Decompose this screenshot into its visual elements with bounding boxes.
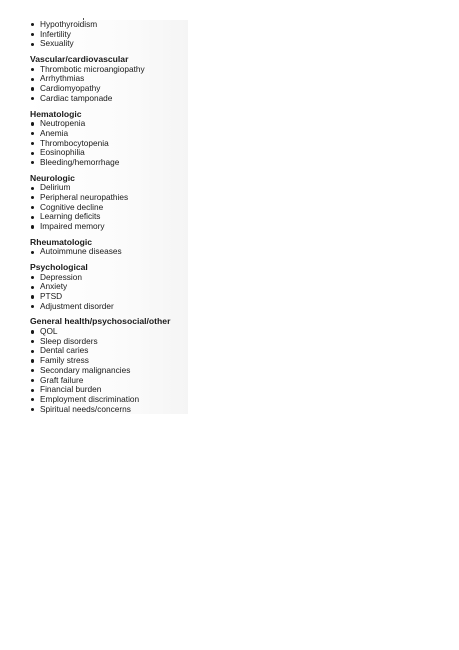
list-item-text: Hypothyroidism	[40, 19, 98, 29]
list-item-text: Cognitive decline	[40, 201, 104, 212]
item-list	[28, 20, 188, 49]
list-item-text: Infertility	[40, 28, 71, 39]
bullet-icon	[31, 87, 34, 90]
list-item-text: Cardiac tamponade	[40, 92, 113, 103]
bullet-icon	[31, 286, 34, 289]
section-rheumatologic	[28, 238, 188, 257]
item-list	[28, 327, 188, 414]
section-heading: Neurologic	[30, 172, 75, 183]
bullet-icon	[31, 350, 34, 353]
list-item-text: Anxiety	[40, 281, 68, 292]
list-item	[28, 405, 188, 415]
bullet-icon	[31, 251, 34, 254]
list-item-text: Eosinophilia	[40, 147, 85, 158]
item-list	[28, 119, 188, 168]
bullet-icon	[31, 122, 34, 125]
bullet-icon	[31, 340, 34, 343]
list-item	[28, 222, 188, 232]
list-item	[28, 247, 188, 257]
bullet-icon	[31, 152, 34, 155]
list-item-text: Secondary malignancies	[40, 364, 131, 375]
section-neurologic	[28, 174, 188, 232]
list-item	[28, 302, 188, 312]
list-item-text: Thrombotic microangiopathy	[40, 63, 145, 74]
item-list	[28, 65, 188, 104]
item-list	[28, 273, 188, 312]
item-list	[28, 247, 188, 257]
bullet-icon	[31, 43, 34, 46]
bullet-icon	[31, 142, 34, 145]
list-item-text: PTSD	[40, 291, 63, 302]
list-item-text: Dental caries	[40, 345, 89, 356]
bullet-icon	[31, 276, 34, 279]
list-item-text: Delirium	[40, 182, 71, 193]
list-item-text: Family stress	[40, 355, 89, 366]
bullet-icon	[31, 68, 34, 71]
section-heading: Vascular/cardiovascular	[30, 54, 129, 65]
list-item-text: Sleep disorders	[40, 335, 98, 346]
section-psychological	[28, 263, 188, 311]
bullet-icon	[31, 225, 34, 228]
list-item-text: Graft failure	[40, 374, 84, 385]
bullet-icon	[31, 369, 34, 372]
section-endocrine-continued	[28, 20, 188, 49]
list-item-text: Arrhythmias	[40, 73, 85, 84]
bullet-icon	[31, 408, 34, 411]
list-item-text: Financial burden	[40, 384, 102, 395]
list-item-text: Thrombocytopenia	[40, 137, 109, 148]
bullet-icon	[31, 33, 34, 36]
bullet-icon	[31, 398, 34, 401]
bullet-icon	[31, 196, 34, 199]
list-item-text: Autoimmune diseases	[40, 246, 122, 257]
bullet-icon	[31, 216, 34, 219]
bullet-icon	[31, 295, 34, 298]
list-item-text: Impaired memory	[40, 221, 105, 232]
bullet-icon	[31, 161, 34, 164]
list-item	[28, 158, 188, 168]
list-item-text: Depression	[40, 271, 82, 282]
list-item-text: Employment discrimination	[40, 393, 140, 404]
list-item-text: Adjustment disorder	[40, 300, 114, 311]
section-heading: Rheumatologic	[30, 236, 93, 247]
bullet-icon	[31, 132, 34, 135]
section-general-health	[28, 317, 188, 414]
item-list	[28, 183, 188, 232]
list-item	[28, 39, 188, 49]
list-item-text: Bleeding/hemorrhage	[40, 156, 120, 167]
bullet-icon	[31, 305, 34, 308]
bullet-icon	[31, 359, 34, 362]
bullet-icon	[31, 187, 34, 190]
bullet-icon	[31, 389, 34, 392]
bullet-icon	[31, 330, 34, 333]
bullet-icon	[31, 97, 34, 100]
list-item-text: Neutropenia	[40, 118, 86, 129]
bullet-icon	[31, 206, 34, 209]
section-hematologic	[28, 110, 188, 168]
bullet-icon	[31, 23, 34, 26]
list-item-text: Sexuality	[40, 38, 74, 49]
list-item-text: Spiritual needs/concerns	[40, 403, 131, 414]
bullet-icon	[31, 78, 34, 81]
section-heading: Psychological	[30, 262, 88, 273]
section-vascular	[28, 55, 188, 103]
bullet-icon	[31, 379, 34, 382]
list-item	[28, 94, 188, 104]
list-item-text: Peripheral neuropathies	[40, 191, 129, 202]
complications-list	[28, 20, 188, 414]
list-item-text: Cardiomyopathy	[40, 83, 101, 94]
list-item-text: Learning deficits	[40, 211, 101, 222]
section-heading: Hematologic	[30, 108, 82, 119]
list-item-text: Anemia	[40, 127, 69, 138]
section-heading: General health/psychosocial/other	[30, 316, 171, 327]
list-item-text: QOL	[40, 326, 58, 337]
